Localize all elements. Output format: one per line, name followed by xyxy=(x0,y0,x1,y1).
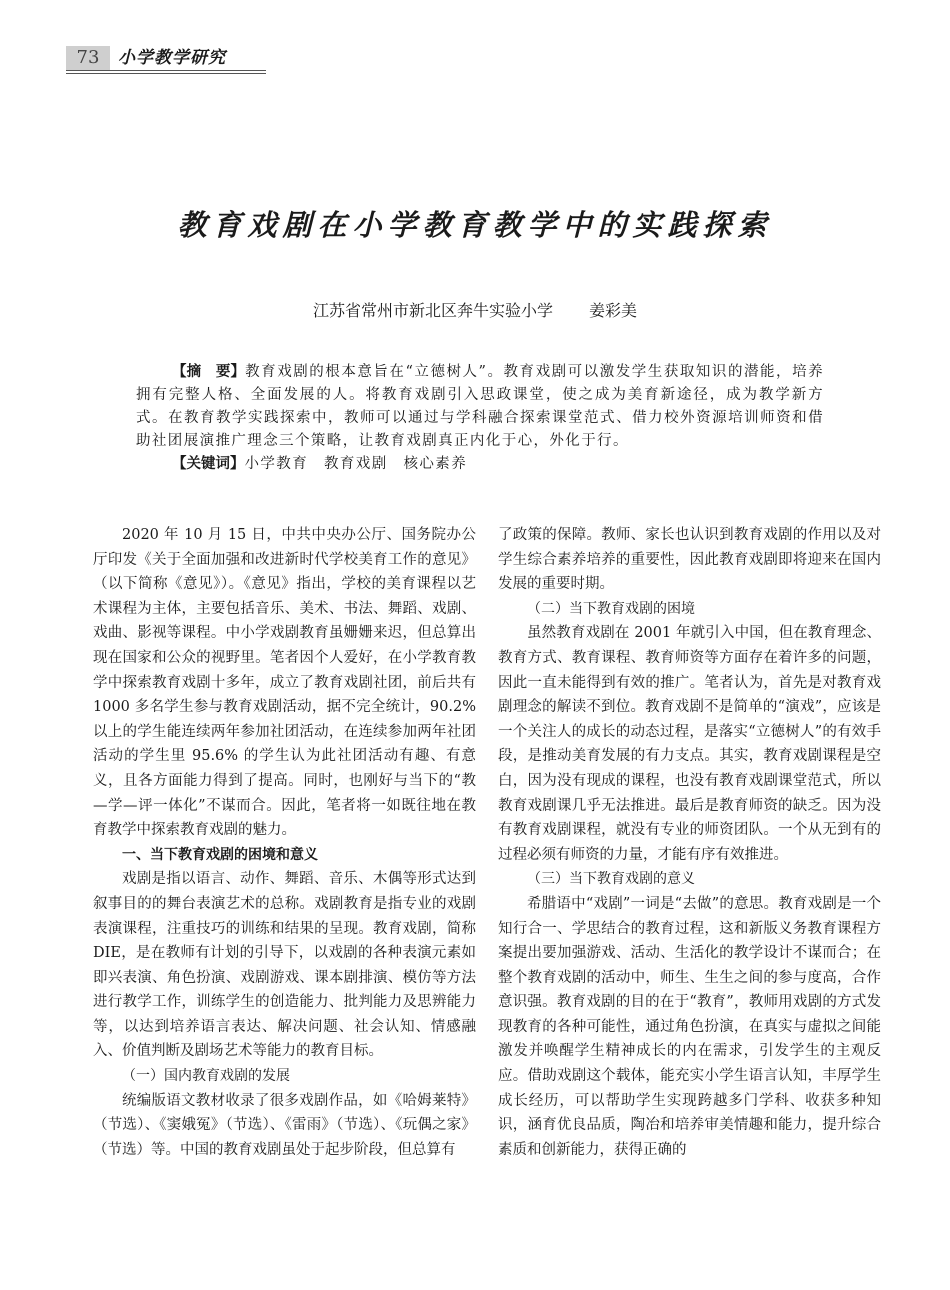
subsection-3-paragraph: 希腊语中“戏剧”一词是“去做”的意思。教育戏剧是一个知行合一、学思结合的教育过程，这和新版义务教育课程方案提出要加强游戏、活动、生活化的教学设计不谋而合；在整个教育戏剧的活动中，师生、生生之间的参与度高，合作意识强。教育戏剧的目的在于“教育”，教师用戏剧的方式发现教育的各种可能性，通过角色扮演，在真实与虚拟之间能激发并唤醒学生精神成长的内在需求，引发学生的主观反应。借助戏剧这个载体，能充实小学生语言认知，丰厚学生成长经历，可以帮助学生实现跨越多门学科、收获多种知识，涵育优良品质，陶冶和培养审美情趣和能力，提升综合素质和创新能力，获得正确的 xyxy=(498,895,881,1158)
abstract-label: 【摘 要】 xyxy=(172,364,246,380)
abstract-text: 教育戏剧的根本意旨在“立德树人”。教育戏剧可以激发学生获取知识的潜能，培养拥有完整人格、全面发展的人。将教育戏剧引入思政课堂，使之成为美育新途径，成为教学新方式。在教育教学实践探索中，教师可以通过与学科融合探索课堂范式、借力校外资源培训师资和借助社团展演推广理念三个策略，让教育戏剧真正内化于心，外化于行。 xyxy=(136,364,824,449)
keywords-text: 小学教育 教育戏剧 核心素养 xyxy=(244,456,468,472)
abstract-paragraph xyxy=(136,361,824,453)
subsection-1-paragraph: 统编版语文教材收录了很多戏剧作品，如《哈姆莱特》（节选）、《窦娥冤》（节选）、《雷雨》（节选）、《玩偶之家》（节选）等。中国的教育戏剧虽处于起步阶段，但总算有 xyxy=(93,1092,476,1158)
article-title: 教育戏剧在小学教育教学中的实践探索 xyxy=(177,208,773,242)
subsection-2-paragraph: 虽然教育戏剧在 2001 年就引入中国，但在教育理念、教育方式、教育课程、教育师资等方面存在着许多的问题，因此一直未能得到有效的推广。笔者认为，首先是对教育戏剧理念的解读不到位。教育戏剧不是简单的“演戏”，应该是一个关注人的成长的动态过程，是落实“立德树人”的有效手段，是推动美育发展的有力支点。其实，教育戏剧课程是空白，因为没有现成的课程，也没有教育戏剧课堂范式，所以教育戏剧课几乎无法推进。最后是教育师资的缺乏。因为没有教育戏剧课程，就没有专业的师资团队。一个从无到有的过程必须有师资的力量，才能有序有效推进。 xyxy=(498,625,881,863)
page-number: 73 xyxy=(66,46,110,70)
section-1-heading: 一、当下教育戏剧的困境和意义 xyxy=(122,846,318,863)
subsection-1-continued: 了政策的保障。教师、家长也认识到教育戏剧的作用以及对学生综合素养培养的重要性，因此教育戏剧即将迎来在国内发展的重要时期。 xyxy=(498,527,881,593)
running-header xyxy=(66,46,366,72)
subsection-1-heading: （一）国内教育戏剧的发展 xyxy=(122,1068,290,1085)
keywords-line xyxy=(136,453,824,476)
keywords-label: 【关键词】 xyxy=(172,456,245,472)
section-1-paragraph: 戏剧是指以语言、动作、舞蹈、音乐、木偶等形式达到叙事目的的舞台表演艺术的总称。戏剧教育是指专业的戏剧表演课程，注重技巧的训练和结果的呈现。教育戏剧，简称 DIE，是在教师有计划的引导下，以戏剧的各种表演元素如即兴表演、角色扮演、戏剧游戏、课本剧排演、模仿等方法进行教学工作，训练学生的创造能力、批判能力及思辨能力等，以达到培养语言表达、解决问题、社会认知、情感融入、价值判断及剧场艺术等能力的教育目标。 xyxy=(93,871,476,1060)
subsection-2-heading: （二）当下教育戏剧的困境 xyxy=(527,600,695,617)
header-rule xyxy=(66,70,266,74)
right-column xyxy=(498,523,881,1162)
journal-name: 小学教学研究 xyxy=(118,48,226,68)
abstract-block xyxy=(136,361,824,476)
byline xyxy=(0,300,950,322)
intro-paragraph: 2020 年 10 月 15 日，中共中央办公厅、国务院办公厅印发《关于全面加强和改进新时代学校美育工作的意见》（以下简称《意见》）。《意见》指出，学校的美育课程以艺术课程为主体，主要包括音乐、美术、书法、舞蹈、戏剧、戏曲、影视等课程。中小学戏剧教育虽姗姗来迟，但总算出现在国家和公众的视野里。笔者因个人爱好，在小学教育教学中探索教育戏剧十多年，成立了教育戏剧社团，前后共有 1000 多名学生参与教育戏剧活动，据不完全统计，90.2% 以上的学生能连续两年参加社团活动，在连续参加两年社团活动的学生里 95.6% 的学生认为此社团活动有趣、有意义，且各方面能力得到了提高。同时，也刚好与当下的“教—学—评一体化”不谋而合。因此，笔者将一如既往地在教育教学中探索教育戏剧的魅力。 xyxy=(93,527,476,839)
left-column xyxy=(93,523,476,1162)
subsection-3-heading: （三）当下教育戏剧的意义 xyxy=(527,871,695,888)
author-name: 姜彩美 xyxy=(589,301,638,320)
affiliation: 江苏省常州市新北区奔牛实验小学 xyxy=(312,301,553,320)
